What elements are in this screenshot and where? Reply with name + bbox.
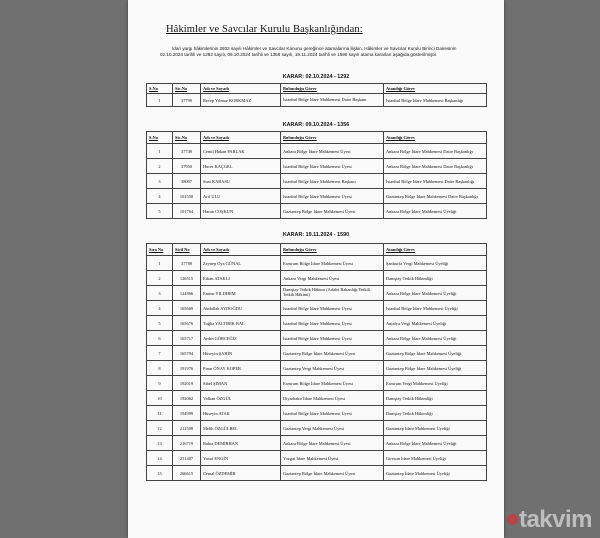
current-position-cell: İstanbul Bölge İdare Mahkemesi Daire Başkanı [281,94,384,107]
row-number-cell: 1 [147,94,173,107]
row-number-cell: 11 [147,406,173,421]
name-cell: Erkan ATAKLI [201,271,281,286]
current-position-cell: Gaziantep Vergi Mahkemesi Üyesi [281,361,384,376]
column-header: S.No [147,84,173,94]
row-number-cell: 3 [147,286,173,301]
row-number-cell: 1 [147,256,173,271]
row-number-cell: 10 [147,391,173,406]
appointed-position-cell: Danıştay Tetkik Hâkimliği [384,271,487,286]
table-row [147,189,487,204]
current-position-cell: Gaziantep Bölge İdare Mahkemesi Üyesi [281,466,384,481]
table-row [147,331,487,346]
name-cell: Arif ULU [201,189,281,204]
registry-number-cell: 101558 [173,189,201,204]
name-cell: Rabia DEMİRHAN [201,436,281,451]
current-position-cell: Erzurum Bölge İdare Mahkemesi Üyesi [281,256,384,271]
row-number-cell: 1 [147,144,173,159]
name-cell: Zeynep Oya GÜNAL [201,256,281,271]
current-position-cell: Ankara Vergi Mahkemesi Üyesi [281,271,384,286]
appointment-table-3 [146,243,487,481]
current-position-cell: Danıştay Tetkik Hâkimi (Adalet Bakanlığı Yetkili Tetkik Hâkimi) [281,286,384,301]
registry-number-cell: 212508 [173,421,201,436]
name-cell: Hacer KAÇGEL [201,159,281,174]
registry-number-cell: 266615 [173,466,201,481]
name-cell: Volkan ÖZGÜL [201,391,281,406]
appointment-table-1 [146,83,487,107]
registry-number-cell: 165676 [173,316,201,331]
row-number-cell: 3 [147,174,173,189]
registry-number-cell: 251407 [173,451,201,466]
current-position-cell: Gaziantep Bölge İdare Mahkemesi Üyesi [281,204,384,219]
row-number-cell: 9 [147,376,173,391]
table-row [147,376,487,391]
table-row [147,436,487,451]
decision-heading-1: KARAR: 02.10.2024 - 1292 [282,74,350,80]
current-position-cell: Erzurum Bölge İdare Mahkemesi Üyesi [281,376,384,391]
row-number-cell: 13 [147,436,173,451]
column-header: Bulunduğu Görev [281,132,384,144]
registry-number-cell: 38007 [173,174,201,189]
table-row [147,159,487,174]
current-position-cell: Ankara Bölge İdare Mahkemesi Üyesi [281,144,384,159]
name-cell: Pınar ÖNAY KOPER [201,361,281,376]
registry-number-cell: 165669 [173,301,201,316]
registry-number-cell: 165717 [173,331,201,346]
registry-number-cell: 191976 [173,361,201,376]
document-page [128,0,504,538]
column-header: Adı ve Soyadı [201,132,281,144]
table-row [147,406,487,421]
appointed-position-cell: Ankara Bölge İdare Mahkemesi Üyeliği [384,286,487,301]
registry-number-cell: 194999 [173,406,201,421]
appointed-position-cell: Ankara Bölge İdare Mahkemesi Üyeliği [384,204,487,219]
column-header: Sic.No [173,84,201,94]
name-cell: Abdullah AYDOĞDU [201,301,281,316]
appointed-position-cell: Ankara Bölge İdare Mahkemesi Daire Başkanlığı [384,144,487,159]
name-cell: Sibel ŞIMAN [201,376,281,391]
decision-heading-2: KARAR: 09.10.2024 - 1356 [282,122,350,128]
current-position-cell: İstanbul Bölge İdare Mahkemesi Üyesi [281,189,384,204]
name-cell: Yusuf ENGİN [201,451,281,466]
registry-number-cell: 101764 [173,204,201,219]
name-cell: Cemil Hakan PARLAK [201,144,281,159]
current-position-cell: İstanbul Bölge İdare Mahkemesi Üyesi [281,301,384,316]
decision-heading-3: KARAR: 19.11.2024 - 1590 [282,232,350,238]
current-position-cell: Yozgat İdare Mahkemesi Üyesi [281,451,384,466]
appointed-position-cell: Ankara Bölge İdare Mahkemesi Daire Başkanlığı [384,159,487,174]
current-position-cell: İstanbul Bölge İdare Mahkemesi Üyesi [281,406,384,421]
table-row [147,94,487,107]
row-number-cell: 2 [147,159,173,174]
current-position-cell: İstanbul Bölge İdare Mahkemesi Başkanı [281,174,384,189]
table-row [147,391,487,406]
row-number-cell: 5 [147,316,173,331]
appointed-position-cell: İstanbul Bölge İdare Mahkemesi Daire Başkanlığı [384,174,487,189]
name-cell: Hüseyin ŞAHİN [201,346,281,361]
column-header: Adı ve Soyadı [201,84,281,94]
column-header: Atandığı Görev [384,132,487,144]
column-header: Bulunduğu Görev [281,244,384,256]
name-cell: Aydın GÖRCEĞİZ [201,331,281,346]
appointed-position-cell: Ankara Bölge İdare Mahkemesi Üyeliği [384,331,487,346]
registry-number-cell: 126515 [173,271,201,286]
row-number-cell: 12 [147,421,173,436]
current-position-cell: İstanbul Bölge İdare Mahkemesi Üyesi [281,316,384,331]
registry-number-cell: 37950 [173,159,201,174]
row-number-cell: 14 [147,451,173,466]
table-row [147,144,487,159]
table-row [147,256,487,271]
current-position-cell: İstanbul Bölge İdare Mahkemesi Üyesi [281,159,384,174]
current-position-cell: Ankara Bölge İdare Mahkemesi Üyesi [281,436,384,451]
registry-number-cell: 37790 [173,94,201,107]
name-cell: Harun COŞKUN [201,204,281,219]
name-cell: Melih ÖZGÜLBEL [201,421,281,436]
row-number-cell: 15 [147,466,173,481]
name-cell: Cemal ÖZDEMİR [201,466,281,481]
appointed-position-cell: Antalya Vergi Mahkemesi Üyeliği [384,316,487,331]
row-number-cell: 6 [147,331,173,346]
takvim-watermark [507,506,592,534]
current-position-cell: Gaziantep Vergi Mahkemesi Üyesi [281,421,384,436]
table-row [147,451,487,466]
column-header: Bulunduğu Görev [281,84,384,94]
row-number-cell: 8 [147,361,173,376]
registry-number-cell: 37788 [173,256,201,271]
registry-number-cell: 192019 [173,376,201,391]
table-row [147,301,487,316]
row-number-cell: 4 [147,189,173,204]
appointed-position-cell: Gaziantep Bölge İdare Mahkemesi Daire Başkanlığı [384,189,487,204]
table-row [147,204,487,219]
table-row [147,346,487,361]
current-position-cell: Gaziantep Bölge İdare Mahkemesi Üyesi [281,346,384,361]
current-position-cell: Diyarbakır İdare Mahkemesi Üyesi [281,391,384,406]
name-cell: Suat KARASU [201,174,281,189]
watermark-text: takvim [518,506,592,533]
column-header: Atandığı Görev [384,244,487,256]
table-row [147,361,487,376]
appointed-position-cell: Gaziantep İdare Mahkemesi Üyeliği [384,421,487,436]
appointed-position-cell: Şanlıurfa Vergi Mahkemesi Üyeliği [384,256,487,271]
registry-number-cell: 37749 [173,144,201,159]
row-number-cell: 4 [147,301,173,316]
table-header-row [147,244,487,256]
appointed-position-cell: İstanbul Bölge İdare Mahkemesi Üyeliği [384,301,487,316]
table-row [147,316,487,331]
appointed-position-cell: Gaziantep Bölge İdare Mahkemesi Üyeliği [384,346,487,361]
name-cell: Emine YILDIRIM [201,286,281,301]
table-row [147,421,487,436]
appointed-position-cell: Erzurum Vergi Mahkemesi Üyeliği [384,376,487,391]
table-row [147,271,487,286]
row-number-cell: 2 [147,271,173,286]
table-row [147,174,487,189]
table-row [147,286,487,301]
document-title: Hâkimler ve Savcılar Kurulu Başkanlığından: [166,24,363,35]
column-header: Sic.No [173,132,201,144]
table-header-row [147,132,487,144]
column-header: Atandığı Görev [384,84,487,94]
current-position-cell: İstanbul Bölge İdare Mahkemesi Üyesi [281,331,384,346]
appointed-position-cell: Gaziantep İdare Mahkemesi Üyeliği [384,466,487,481]
logo-dot-icon [507,514,518,525]
registry-number-cell: 165794 [173,346,201,361]
column-header: Sıra No [147,244,173,256]
column-header: Sicil No [173,244,201,256]
appointment-table-2 [146,131,487,219]
table-row [147,466,487,481]
registry-number-cell: 124866 [173,286,201,301]
name-cell: Tuğba YALTIRIK BAL [201,316,281,331]
appointed-position-cell: Giresun İdare Mahkemesi Üyeliği [384,451,487,466]
appointed-position-cell: Danıştay Tetkik Hâkimliği [384,391,487,406]
appointed-position-cell: Gaziantep Bölge İdare Mahkemesi Üyeliği [384,361,487,376]
name-cell: Hüseyin ATAK [201,406,281,421]
registry-number-cell: 192062 [173,391,201,406]
column-header: Adı ve Soyadı [201,244,281,256]
column-header: S.No [147,132,173,144]
intro-paragraph: İdari yargı hâkimlerinin 2802 sayılı Hâkimler ve Savcılar Kanunu gereğince atamalarına ilişkin, Hâkimler ve Savcılar Kurulu Birinci Dairesinin 02.10.2024 tarihli ve 1292 sayılı, 09.10.2024 tarihli ve 1356 sayılı, 19.11.2024 tarihli ve 1590 sayılı atama kararları aşağıda gösterilmiştir. [160,46,457,58]
appointed-position-cell: İstanbul Bölge İdare Mahkemesi Başkanlığı [384,94,487,107]
appointed-position-cell: Ankara Bölge İdare Mahkemesi Üyeliği [384,436,487,451]
appointed-position-cell: Danıştay Tetkik Hâkimliği [384,406,487,421]
row-number-cell: 7 [147,346,173,361]
registry-number-cell: 216719 [173,436,201,451]
row-number-cell: 5 [147,204,173,219]
table-header-row [147,84,487,94]
name-cell: Recep Yılmaz KORKMAZ [201,94,281,107]
